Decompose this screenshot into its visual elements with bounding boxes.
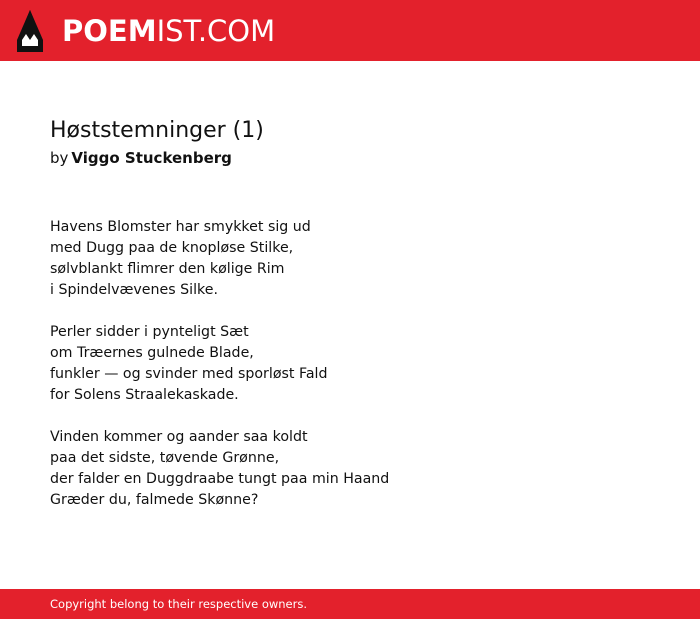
site-footer <box>0 589 700 619</box>
site-logo-text <box>62 13 276 48</box>
poem-line: paa det sidste, tøvende Grønne, <box>50 450 280 466</box>
stanza <box>50 322 650 406</box>
copyright-notice: Copyright belong to their respective owners. <box>50 597 308 611</box>
poem-title: Høststemninger (1) <box>50 118 264 143</box>
poem-line: for Solens Straalekaskade. <box>50 387 239 403</box>
poem-line: med Dugg paa de knopløse Stilke, <box>50 240 294 256</box>
pencil-icon <box>17 10 43 52</box>
logo-text-light: IST.COM <box>156 13 276 48</box>
poem-line: Vinden kommer og aander saa koldt <box>50 429 308 445</box>
stanza <box>50 427 650 511</box>
poem-line: sølvblankt flimrer den kølige Rim <box>50 261 285 277</box>
poem-line: der falder en Duggdraabe tungt paa min Haand <box>50 471 390 487</box>
poem-line: i Spindelvævenes Silke. <box>50 282 218 298</box>
poem-line: om Træernes gulnede Blade, <box>50 345 254 361</box>
poem-line: Havens Blomster har smykket sig ud <box>50 219 311 235</box>
poem-line: funkler — og svinder med sporløst Fald <box>50 366 328 382</box>
logo-text-bold: POEM <box>62 13 157 48</box>
poem-line: Græder du, falmede Skønne? <box>50 492 259 508</box>
site-logo-link[interactable] <box>17 9 275 53</box>
site-header <box>0 0 700 61</box>
stanza <box>50 217 650 301</box>
poem-content <box>50 116 650 532</box>
byline-label: by <box>50 149 69 167</box>
poem-byline <box>50 147 650 169</box>
poem-line: Perler sidder i pynteligt Sæt <box>50 324 249 340</box>
author-name[interactable]: Viggo Stuckenberg <box>71 149 232 167</box>
poem-body <box>50 217 650 511</box>
